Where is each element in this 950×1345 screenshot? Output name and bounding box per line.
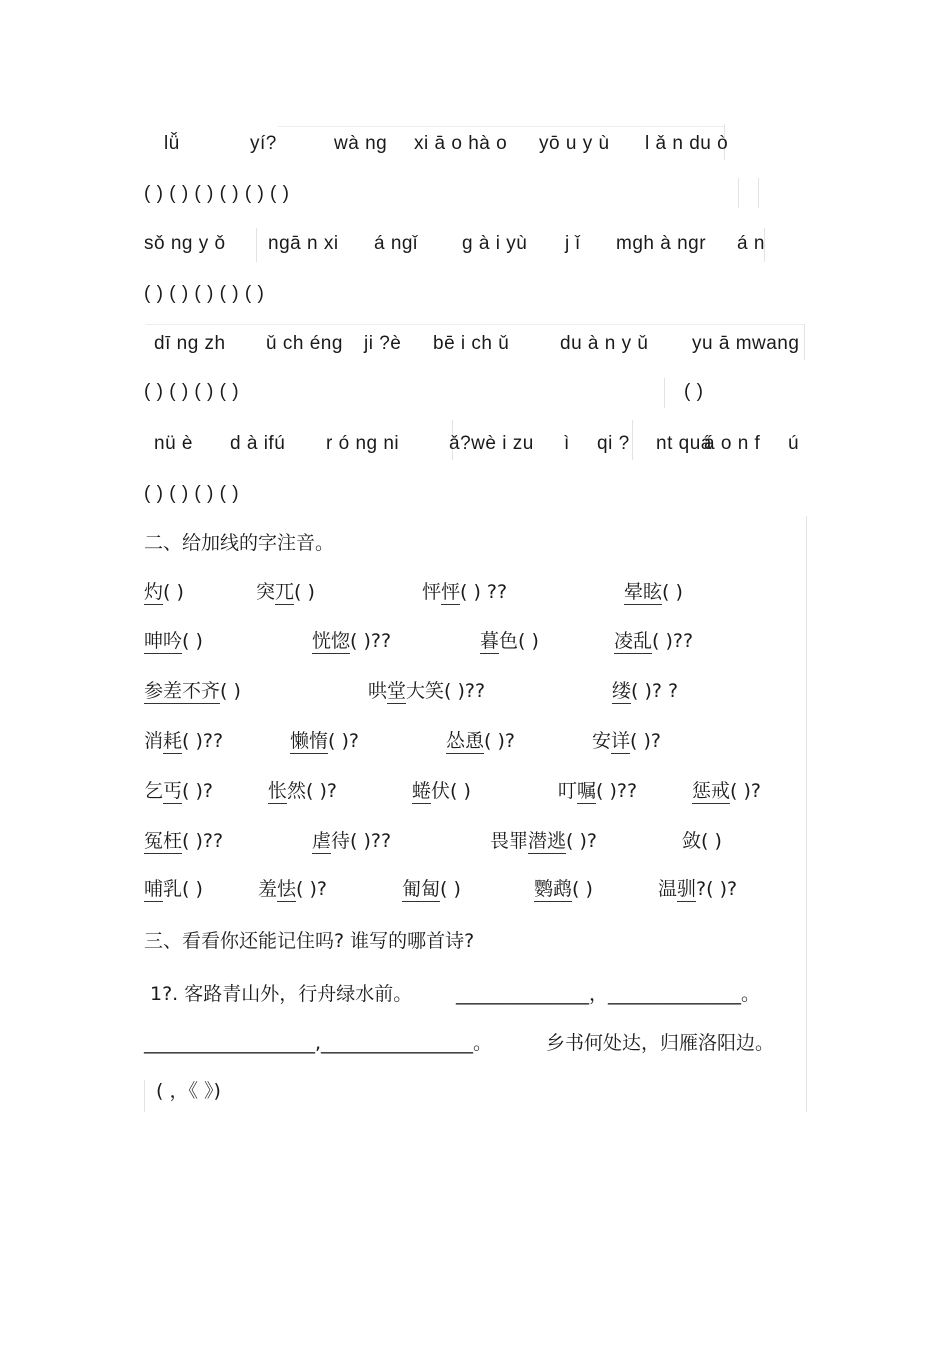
underlined-characters: 匍匐	[402, 878, 441, 900]
answer-bracket[interactable]: ( ) ??	[460, 581, 508, 603]
phonetic-item	[658, 877, 737, 901]
answer-bracket[interactable]: ( )	[572, 878, 593, 900]
phonetic-item	[692, 779, 761, 803]
poem-line-2: 乡书何处达，归雁洛阳边。	[546, 1032, 775, 1054]
poem-line-1-blanks: ______________，______________。	[456, 983, 761, 1005]
section-3-title: 三、看看你还能记住吗? 谁写的哪首诗?	[144, 930, 475, 952]
phonetic-item	[614, 629, 693, 653]
phonetic-item	[624, 580, 683, 604]
pinyin-word: ì	[564, 433, 570, 454]
scan-line	[804, 324, 805, 360]
pinyin-word: wà ng	[334, 133, 388, 154]
underlined-characters: 堂	[387, 680, 407, 702]
pinyin-word: lǚ	[164, 133, 180, 154]
plain-characters: 色	[499, 630, 519, 652]
phonetic-item	[422, 580, 507, 604]
phonetic-item	[312, 829, 391, 853]
pinyin-word: bē i ch ǔ	[433, 333, 510, 354]
plain-characters: 怦	[422, 581, 442, 603]
pinyin-word: mgh à ngr	[616, 233, 707, 254]
answer-bracket[interactable]: ( )?	[296, 878, 327, 900]
underlined-characters: 潜逃	[528, 830, 567, 852]
pinyin-word: ú	[788, 433, 800, 454]
phonetic-item	[144, 729, 223, 753]
underlined-characters: 哺	[144, 878, 164, 900]
underlined-characters: 鹦鹉	[534, 878, 573, 900]
phonetic-item	[446, 729, 515, 753]
underlined-characters: 怂恿	[446, 730, 485, 752]
phonetic-item	[412, 779, 471, 803]
underlined-characters: 蜷	[412, 780, 432, 802]
pinyin-word: ǔ ch éng	[266, 333, 343, 354]
underlined-characters: 驯	[677, 878, 697, 900]
answer-bracket[interactable]: ( )?	[306, 780, 337, 802]
answer-bracket[interactable]: ( )? ?	[631, 680, 679, 702]
pinyin-word: j ǐ	[565, 233, 581, 254]
answer-bracket[interactable]: ?( )?	[696, 878, 738, 900]
scan-line	[256, 228, 257, 262]
pinyin-word: sǒ ng y ǒ	[144, 233, 226, 254]
answer-bracket[interactable]: ( )	[440, 878, 461, 900]
answer-bracket[interactable]: ( )	[220, 680, 241, 702]
pinyin-word: g à i yù	[462, 233, 528, 254]
plain-characters: 伏	[431, 780, 451, 802]
answer-bracket[interactable]: ( )??	[652, 630, 694, 652]
answer-brackets-row-4: ( ) ( ) ( ) ( )	[144, 483, 240, 504]
scan-line	[758, 178, 759, 208]
phonetic-item	[144, 779, 213, 803]
plain-characters: 哄	[368, 680, 388, 702]
answer-brackets-row-3: ( ) ( ) ( ) ( )	[144, 381, 240, 402]
pinyin-word: á o n f	[704, 433, 761, 454]
phonetic-item	[144, 679, 241, 703]
scan-line	[278, 126, 724, 127]
phonetic-item	[258, 877, 327, 901]
phonetic-item	[144, 829, 223, 853]
answer-bracket[interactable]: ( )	[662, 581, 683, 603]
plain-characters: 羞	[258, 878, 278, 900]
underlined-characters: 冤枉	[144, 830, 183, 852]
answer-bracket[interactable]: ( )	[450, 780, 471, 802]
phonetic-item	[144, 877, 203, 901]
underlined-characters: 懒惰	[290, 730, 329, 752]
underlined-characters: 恍惚	[312, 630, 351, 652]
phonetic-item	[592, 729, 661, 753]
underlined-characters: 晕眩	[624, 581, 663, 603]
underlined-characters: 缕	[612, 680, 632, 702]
pinyin-word: ngā n xi	[268, 233, 339, 254]
answer-bracket[interactable]: ( )??	[350, 830, 392, 852]
phonetic-item	[534, 877, 593, 901]
phonetic-item	[368, 679, 485, 703]
answer-bracket[interactable]: ( )?	[328, 730, 359, 752]
plain-characters: 消	[144, 730, 164, 752]
plain-characters: 安	[592, 730, 612, 752]
phonetic-item	[290, 729, 359, 753]
pinyin-word: yu ā mwang	[692, 333, 800, 354]
answer-bracket[interactable]: ( )	[294, 581, 315, 603]
pinyin-word: yí?	[250, 133, 277, 154]
pinyin-word: dī ng zh	[154, 333, 226, 354]
scan-line	[144, 1080, 145, 1112]
pinyin-word: d à ifú	[230, 433, 286, 454]
poem-line-2-blanks: __________________,________________。	[144, 1032, 493, 1054]
pinyin-word: ji ?è	[364, 333, 402, 354]
pinyin-word: á n	[737, 233, 765, 254]
underlined-characters: 灼	[144, 581, 164, 603]
phonetic-item	[490, 829, 597, 853]
underlined-characters: 暮	[480, 630, 500, 652]
phonetic-item	[144, 629, 203, 653]
scan-line	[738, 178, 739, 208]
answer-bracket[interactable]: ( )??	[444, 680, 486, 702]
underlined-characters: 怯	[277, 878, 297, 900]
underlined-characters: 惩戒	[692, 780, 731, 802]
pinyin-word: du à n y ǔ	[560, 333, 649, 354]
scan-line	[806, 516, 807, 1112]
pinyin-word: yō u y ù	[539, 133, 610, 154]
poem-answer-brackets: ( ，《 》)	[156, 1080, 221, 1102]
underlined-characters: 嘱	[577, 780, 597, 802]
underlined-characters: 怅	[268, 780, 288, 802]
pinyin-word: xi ā o hà o	[414, 133, 508, 154]
answer-bracket[interactable]: ( )?	[566, 830, 597, 852]
answer-bracket[interactable]: ( )??	[182, 830, 224, 852]
answer-bracket[interactable]: ( )	[182, 878, 203, 900]
plain-characters: 乞	[144, 780, 164, 802]
pinyin-word: r ó ng ni	[326, 433, 400, 454]
section-2-title: 二、给加线的字注音。	[144, 532, 335, 554]
pinyin-word: nü è	[154, 433, 193, 454]
plain-characters: 突	[256, 581, 276, 603]
pinyin-word: qi ?	[597, 433, 630, 454]
plain-characters: 温	[658, 878, 678, 900]
underlined-characters: 参差不齐	[144, 680, 221, 702]
plain-characters: 乳	[163, 878, 183, 900]
phonetic-item	[402, 877, 461, 901]
phonetic-item	[682, 829, 722, 853]
underlined-characters: 详	[611, 730, 631, 752]
answer-bracket[interactable]: ( )?	[730, 780, 761, 802]
plain-characters: 然	[287, 780, 307, 802]
phonetic-item	[312, 629, 391, 653]
answer-bracket[interactable]: ( )??	[596, 780, 638, 802]
scan-line	[146, 324, 804, 325]
answer-bracket[interactable]: ( )	[701, 830, 722, 852]
plain-characters: 大笑	[406, 680, 445, 702]
pinyin-word: á ngǐ	[374, 233, 418, 254]
underlined-characters: 虐	[312, 830, 332, 852]
answer-bracket[interactable]: ( )	[163, 581, 184, 603]
answer-bracket[interactable]: ( )?	[182, 780, 213, 802]
phonetic-item	[144, 580, 184, 604]
pinyin-word: ǎ?wè i zu	[449, 433, 534, 454]
answer-brackets-row-3-extra: ( )	[684, 381, 704, 402]
underlined-characters: 怦	[441, 581, 461, 603]
pinyin-word: nt quá	[656, 433, 712, 454]
plain-characters: 畏罪	[490, 830, 529, 852]
poem-line-1: 1?. 客路青山外，行舟绿水前。	[150, 983, 413, 1005]
phonetic-item	[612, 679, 678, 703]
underlined-characters: 兀	[275, 581, 295, 603]
plain-characters: 待	[331, 830, 351, 852]
phonetic-item	[558, 779, 637, 803]
answer-brackets-row-2: ( ) ( ) ( ) ( ) ( )	[144, 283, 265, 304]
underlined-characters: 呻吟	[144, 630, 183, 652]
answer-bracket[interactable]: ( )	[182, 630, 203, 652]
pinyin-word: l ǎ n du ò	[645, 133, 729, 154]
answer-bracket[interactable]: ( )	[518, 630, 539, 652]
underlined-characters: 耗	[163, 730, 183, 752]
answer-bracket[interactable]: ( )?	[630, 730, 661, 752]
underlined-characters: 凌乱	[614, 630, 653, 652]
scan-line	[632, 420, 633, 460]
answer-brackets-row-1: ( ) ( ) ( ) ( ) ( ) ( )	[144, 183, 290, 204]
phonetic-item	[268, 779, 337, 803]
answer-bracket[interactable]: ( )??	[182, 730, 224, 752]
plain-characters: 敛	[682, 830, 702, 852]
phonetic-item	[256, 580, 315, 604]
scan-line	[664, 378, 665, 408]
answer-bracket[interactable]: ( )??	[350, 630, 392, 652]
answer-bracket[interactable]: ( )?	[484, 730, 515, 752]
plain-characters: 叮	[558, 780, 578, 802]
phonetic-item	[480, 629, 539, 653]
underlined-characters: 丐	[163, 780, 183, 802]
